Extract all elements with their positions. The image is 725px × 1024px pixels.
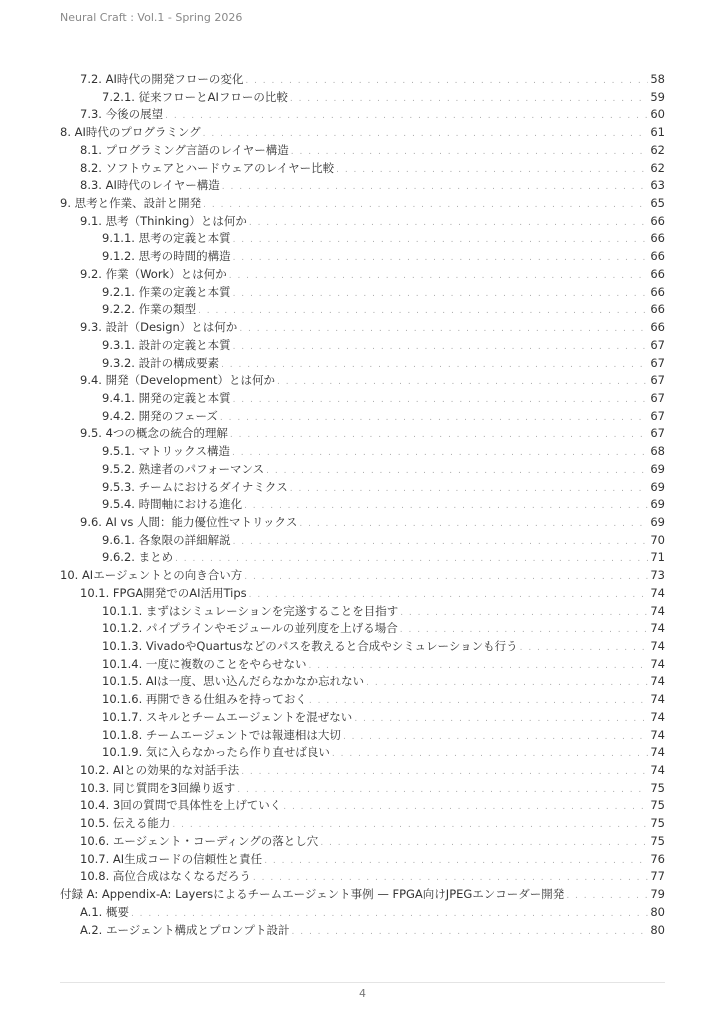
- toc-entry-page: 67: [650, 390, 665, 405]
- toc-entry-page: 74: [650, 656, 665, 671]
- toc-entry[interactable]: [60, 160, 665, 178]
- dot-leader: [244, 569, 648, 587]
- toc-entry-page: 67: [650, 408, 665, 423]
- toc-entry-title: 7.3. 今後の展望: [80, 107, 164, 122]
- toc-entry[interactable]: [60, 372, 665, 390]
- toc-entry-page: 66: [650, 284, 665, 299]
- dot-leader: [233, 250, 649, 268]
- dot-leader: [229, 268, 649, 286]
- toc-entry[interactable]: [60, 496, 665, 514]
- toc-entry-title: 9.2.1. 作業の定義と本質: [102, 284, 231, 299]
- toc-entry-page: 69: [650, 461, 665, 476]
- toc-entry[interactable]: [60, 673, 665, 691]
- toc-entry-page: 75: [650, 833, 665, 848]
- toc-entry[interactable]: [60, 266, 665, 284]
- toc-entry[interactable]: [60, 585, 665, 603]
- toc-entry-title: 9.3.2. 設計の構成要素: [102, 355, 220, 370]
- dot-leader: [400, 605, 648, 623]
- toc-entry-page: 77: [650, 869, 665, 884]
- toc-entry-title: 10. AIエージェントとの向き合い方: [60, 568, 243, 583]
- table-of-contents: [60, 71, 665, 939]
- toc-entry-page: 75: [650, 816, 665, 831]
- toc-entry[interactable]: [60, 89, 665, 107]
- toc-entry-title: 10.1.6. 再開できる仕組みを持っておく: [102, 692, 307, 707]
- toc-entry[interactable]: [60, 744, 665, 762]
- toc-entry-title: 9.4. 開発（Development）とは何か: [80, 373, 276, 388]
- toc-entry-title: 10.1.9. 気に入らなかったら作り直せば良い: [102, 745, 330, 760]
- toc-entry-title: 10.8. 高位合成はなくなるだろう: [80, 869, 251, 884]
- toc-entry[interactable]: [60, 904, 665, 922]
- toc-entry-title: 9.3.1. 設計の定義と本質: [102, 337, 231, 352]
- running-header: Neural Craft : Vol.1 - Spring 2026: [60, 11, 243, 24]
- toc-entry-page: 60: [650, 107, 665, 122]
- toc-entry-title: 10.1. FPGA開発でのAI活用Tips: [80, 585, 247, 600]
- toc-entry-page: 71: [650, 550, 665, 565]
- dot-leader: [290, 481, 649, 499]
- toc-entry[interactable]: [60, 230, 665, 248]
- dot-leader: [237, 782, 648, 800]
- toc-entry-page: 75: [650, 780, 665, 795]
- dot-leader: [292, 924, 649, 942]
- dot-leader: [203, 197, 648, 215]
- toc-entry[interactable]: [60, 71, 665, 89]
- dot-leader: [343, 729, 648, 747]
- toc-entry[interactable]: [60, 638, 665, 656]
- toc-entry-title: 8.1. プログラミング言語のレイヤー構造: [80, 142, 289, 157]
- toc-entry-page: 80: [650, 922, 665, 937]
- toc-entry-page: 74: [650, 585, 665, 600]
- toc-entry-page: 67: [650, 337, 665, 352]
- toc-entry-page: 74: [650, 763, 665, 778]
- dot-leader: [566, 888, 648, 906]
- toc-entry[interactable]: [60, 709, 665, 727]
- toc-entry-page: 74: [650, 745, 665, 760]
- toc-entry[interactable]: [60, 691, 665, 709]
- toc-entry-title: 7.2.1. 従来フローとAIフローの比較: [102, 89, 288, 104]
- toc-entry-title: 9.2. 作業（Work）とは何か: [80, 266, 227, 281]
- toc-entry-title: 9.6.1. 各象限の詳細解説: [102, 532, 231, 547]
- toc-entry-title: 8.2. ソフトウェアとハードウェアのレイヤー比較: [80, 160, 335, 175]
- toc-entry-title: 10.7. AI生成コードの信頼性と責任: [80, 851, 263, 866]
- toc-entry[interactable]: [60, 549, 665, 567]
- dot-leader: [245, 73, 648, 91]
- toc-entry-title: 10.2. AIとの効果的な対話手法: [80, 763, 240, 778]
- toc-entry-title: 10.1.7. スキルとチームエージェントを混ぜない: [102, 709, 353, 724]
- toc-entry-title: 9.4.1. 開発の定義と本質: [102, 390, 231, 405]
- toc-entry-page: 62: [650, 142, 665, 157]
- toc-entry-page: 74: [650, 674, 665, 689]
- dot-leader: [239, 321, 648, 339]
- toc-entry-page: 68: [650, 444, 665, 459]
- toc-entry-title: 10.5. 伝える能力: [80, 816, 171, 831]
- toc-entry[interactable]: [60, 797, 665, 815]
- toc-entry-title: 9.3. 設計（Design）とは何か: [80, 320, 238, 335]
- toc-entry[interactable]: [60, 337, 665, 355]
- toc-entry-title: 10.6. エージェント・コーディングの落とし穴: [80, 833, 319, 848]
- toc-entry-title: 9.1.1. 思考の定義と本質: [102, 231, 231, 246]
- toc-entry-page: 79: [650, 887, 665, 902]
- page-number: 4: [359, 987, 366, 1000]
- toc-entry-page: 65: [650, 196, 665, 211]
- toc-entry-page: 70: [650, 532, 665, 547]
- toc-entry-title: 9.6. AI vs 人間：能力優位性マトリックス: [80, 514, 298, 529]
- toc-entry-page: 67: [650, 373, 665, 388]
- toc-entry-page: 74: [650, 603, 665, 618]
- toc-entry[interactable]: [60, 355, 665, 373]
- toc-entry-page: 74: [650, 692, 665, 707]
- dot-leader: [232, 445, 648, 463]
- toc-entry-title: 付録 A: Appendix-A: Layersによるチームエージェント事例 — FPGA向けJPEGエンコーダー開発: [60, 887, 565, 902]
- toc-entry[interactable]: [60, 727, 665, 745]
- toc-entry-title: 8.3. AI時代のレイヤー構造: [80, 178, 220, 193]
- toc-entry-page: 67: [650, 426, 665, 441]
- dot-leader: [291, 144, 649, 162]
- dot-leader: [264, 853, 648, 871]
- toc-entry-page: 80: [650, 904, 665, 919]
- dot-leader: [198, 303, 648, 321]
- toc-entry-title: 9.6.2. まとめ: [102, 550, 174, 565]
- toc-entry-page: 62: [650, 160, 665, 175]
- toc-entry-page: 74: [650, 639, 665, 653]
- dot-leader: [222, 179, 649, 197]
- toc-entry-page: 73: [650, 568, 665, 583]
- dot-leader: [233, 232, 649, 250]
- dot-leader: [175, 551, 648, 569]
- toc-entry-title: 10.1.5. AIは一度、思い込んだらなかなか忘れない: [102, 674, 365, 689]
- toc-entry-page: 67: [650, 355, 665, 370]
- toc-entry-title: 9.1.2. 思考の時間的構造: [102, 249, 231, 264]
- dot-leader: [366, 675, 648, 693]
- toc-entry-page: 59: [650, 89, 665, 104]
- toc-entry-title: A.2. エージェント構成とプロンプト設計: [80, 922, 290, 937]
- toc-entry[interactable]: [60, 868, 665, 886]
- toc-entry-page: 66: [650, 249, 665, 264]
- dot-leader: [220, 410, 648, 428]
- toc-entry-title: 9.5.2. 熟達者のパフォーマンス: [102, 461, 265, 476]
- toc-entry[interactable]: [60, 532, 665, 550]
- toc-entry[interactable]: [60, 620, 665, 638]
- toc-entry[interactable]: [60, 425, 665, 443]
- toc-entry[interactable]: [60, 567, 665, 585]
- toc-entry-page: 66: [650, 302, 665, 317]
- toc-entry-title: 10.1.8. チームエージェントでは報連相は大切: [102, 727, 341, 742]
- toc-entry-page: 74: [650, 709, 665, 724]
- dot-leader: [233, 339, 649, 357]
- toc-entry-page: 69: [650, 497, 665, 512]
- toc-entry-page: 75: [650, 798, 665, 813]
- dot-leader: [241, 764, 648, 782]
- toc-entry-title: 10.4. 3回の質問で具体性を上げていく: [80, 798, 282, 813]
- toc-entry-title: 9.5.1. マトリックス構造: [102, 444, 230, 459]
- toc-entry-page: 66: [650, 231, 665, 246]
- toc-entry[interactable]: [60, 815, 665, 833]
- dot-leader: [165, 108, 648, 126]
- dot-leader: [332, 746, 648, 764]
- toc-entry[interactable]: [60, 301, 665, 319]
- toc-entry-title: 8. AI時代のプログラミング: [60, 125, 201, 140]
- toc-entry-page: 74: [650, 621, 665, 636]
- toc-entry[interactable]: [60, 762, 665, 780]
- toc-entry-title: 10.1.4. 一度に複数のことをやらせない: [102, 656, 307, 671]
- toc-entry[interactable]: [60, 886, 665, 904]
- toc-entry-title: 9.5.3. チームにおけるダイナミクス: [102, 479, 288, 494]
- toc-entry[interactable]: [60, 408, 665, 426]
- toc-entry-title: A.1. 概要: [80, 904, 129, 919]
- toc-entry[interactable]: [60, 177, 665, 195]
- dot-leader: [520, 640, 649, 658]
- toc-entry-title: 10.1.1. まずはシミュレーションを完遂することを目指す: [102, 603, 399, 618]
- toc-entry-page: 63: [650, 178, 665, 193]
- dot-leader: [277, 374, 648, 392]
- toc-entry[interactable]: [60, 248, 665, 266]
- dot-leader: [309, 693, 648, 711]
- toc-entry-title: 9.4.2. 開発のフェーズ: [102, 408, 218, 423]
- dot-leader: [283, 799, 648, 817]
- dot-leader: [233, 286, 649, 304]
- toc-entry-title: 9.2.2. 作業の類型: [102, 302, 197, 317]
- toc-entry-title: 10.3. 同じ質問を3回繰り返す: [80, 780, 236, 795]
- toc-entry-page: 69: [650, 514, 665, 529]
- toc-entry[interactable]: [60, 319, 665, 337]
- dot-leader: [320, 835, 648, 853]
- toc-entry-title: 10.1.3. VivadoやQuartusなどのパスを教えると合成やシミュレーションも行う: [102, 639, 518, 653]
- dot-leader: [354, 711, 648, 729]
- dot-leader: [266, 463, 648, 481]
- toc-entry[interactable]: [60, 833, 665, 851]
- toc-entry[interactable]: [60, 603, 665, 621]
- toc-entry[interactable]: [60, 284, 665, 302]
- dot-leader: [221, 357, 648, 375]
- dot-leader: [336, 162, 648, 180]
- toc-entry[interactable]: [60, 443, 665, 461]
- toc-entry[interactable]: [60, 922, 665, 940]
- toc-entry-page: 66: [650, 320, 665, 335]
- toc-entry[interactable]: [60, 142, 665, 160]
- toc-entry[interactable]: [60, 780, 665, 798]
- toc-entry[interactable]: [60, 514, 665, 532]
- toc-entry-page: 69: [650, 479, 665, 494]
- toc-entry-page: 58: [650, 72, 665, 86]
- toc-entry-page: 76: [650, 851, 665, 866]
- toc-entry[interactable]: [60, 195, 665, 213]
- toc-entry-page: 66: [650, 213, 665, 228]
- footer-divider: [60, 982, 665, 983]
- toc-entry[interactable]: [60, 124, 665, 142]
- toc-entry[interactable]: [60, 461, 665, 479]
- toc-entry[interactable]: [60, 656, 665, 674]
- toc-entry-title: 7.2. AI時代の開発フローの変化: [80, 72, 244, 86]
- dot-leader: [299, 516, 648, 534]
- toc-entry-page: 66: [650, 266, 665, 281]
- toc-entry-title: 9.5.4. 時間軸における進化: [102, 497, 243, 512]
- dot-leader: [244, 498, 648, 516]
- dot-leader: [230, 427, 648, 445]
- toc-entry-title: 10.1.2. パイプラインやモジュールの並列度を上げる場合: [102, 621, 398, 636]
- toc-entry[interactable]: [60, 390, 665, 408]
- toc-entry[interactable]: [60, 479, 665, 497]
- toc-entry[interactable]: [60, 851, 665, 869]
- dot-leader: [290, 91, 649, 109]
- toc-entry[interactable]: [60, 213, 665, 231]
- toc-entry[interactable]: [60, 106, 665, 124]
- toc-entry-title: 9.1. 思考（Thinking）とは何か: [80, 213, 247, 228]
- dot-leader: [233, 392, 649, 410]
- dot-leader: [249, 215, 649, 233]
- toc-entry-page: 74: [650, 727, 665, 742]
- toc-entry-title: 9.5. 4つの概念の統合的理解: [80, 426, 228, 441]
- toc-entry-title: 9. 思考と作業、設計と開発: [60, 196, 202, 211]
- toc-entry-page: 61: [650, 125, 665, 140]
- dot-leader: [233, 534, 649, 552]
